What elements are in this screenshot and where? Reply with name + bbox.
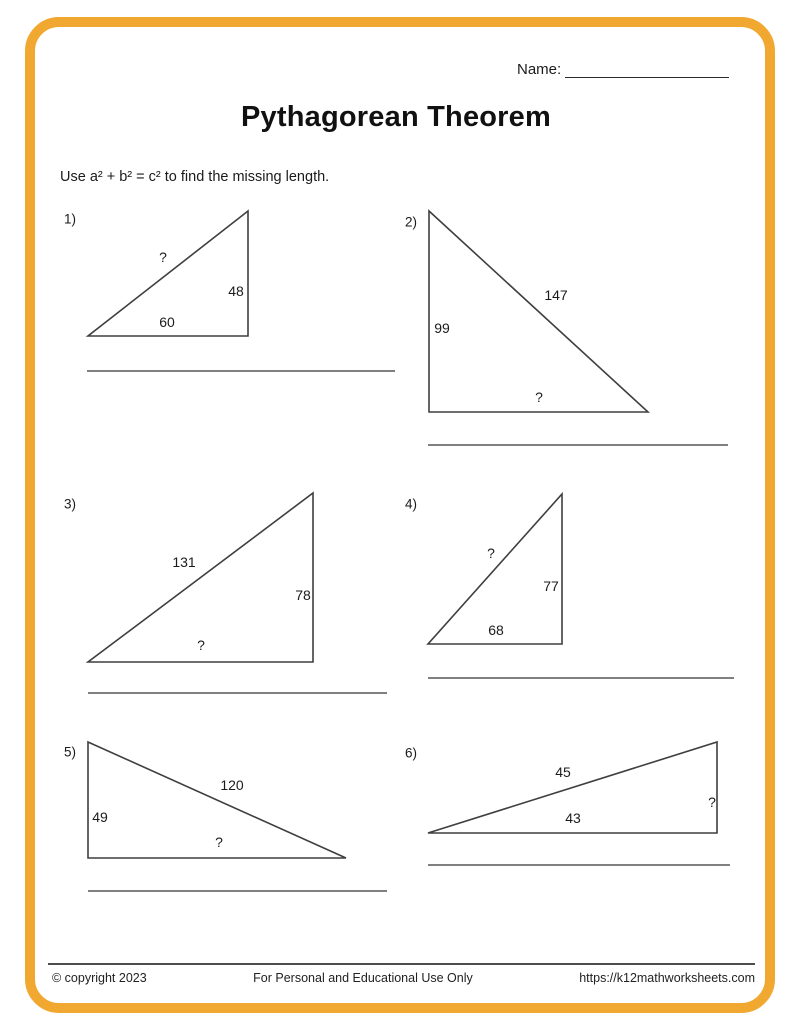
footer-website-link[interactable]: https://k12mathworksheets.com (579, 971, 755, 985)
answer-blank-6[interactable] (428, 864, 730, 866)
problem-number-1: 1) (63, 211, 77, 227)
answer-blank-1[interactable] (87, 370, 395, 372)
problem-number-3: 3) (63, 496, 77, 512)
problem-number-2: 2) (404, 214, 418, 230)
side-label-base-6: 43 (565, 810, 581, 826)
problem-number-4: 4) (404, 496, 418, 512)
side-label-vertical-6: ? (708, 794, 716, 810)
name-row (517, 61, 729, 78)
side-label-hypotenuse-6: 45 (555, 764, 571, 780)
answer-blank-4[interactable] (428, 677, 734, 679)
name-label: Name: (517, 61, 562, 78)
side-label-base-4: 68 (488, 622, 504, 638)
problem-number-6: 6) (404, 745, 418, 761)
triangle-figure-2 (429, 211, 648, 412)
side-label-base-1: 60 (159, 314, 175, 330)
side-label-vertical-1: 48 (228, 283, 244, 299)
side-label-base-3: ? (197, 637, 205, 653)
side-label-vertical-4: 77 (543, 578, 559, 594)
answer-blank-5[interactable] (88, 890, 387, 892)
footer-usage-note: For Personal and Educational Use Only (253, 971, 473, 985)
answer-blank-2[interactable] (428, 444, 728, 446)
name-blank-line[interactable] (565, 61, 729, 78)
page-title: Pythagorean Theorem (241, 101, 551, 133)
answer-blank-3[interactable] (88, 692, 387, 694)
side-label-vertical-2: 99 (434, 320, 450, 336)
footer-copyright: © copyright 2023 (52, 971, 147, 985)
side-label-hypotenuse-4: ? (487, 545, 495, 561)
side-label-hypotenuse-5: 120 (220, 777, 244, 793)
side-label-vertical-5: 49 (92, 809, 108, 825)
side-label-hypotenuse-2: 147 (544, 287, 568, 303)
footer-divider (48, 963, 755, 965)
side-label-vertical-3: 78 (295, 587, 311, 603)
problem-number-5: 5) (63, 744, 77, 760)
side-label-base-2: ? (535, 389, 543, 405)
side-label-hypotenuse-3: 131 (172, 554, 196, 570)
footer (52, 971, 755, 985)
side-label-hypotenuse-1: ? (159, 249, 167, 265)
instruction-text: Use a² + b² = c² to find the missing length. (60, 169, 330, 185)
side-label-base-5: ? (215, 834, 223, 850)
